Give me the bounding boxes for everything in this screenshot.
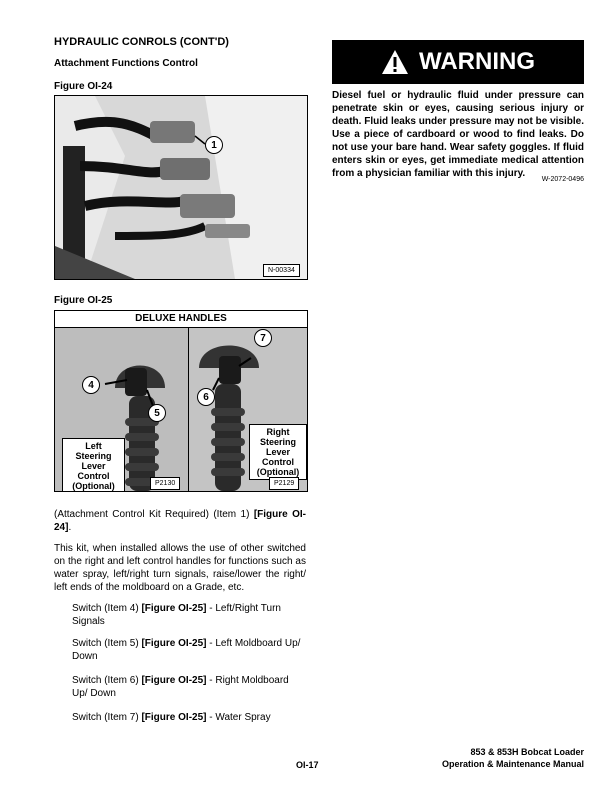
subsection-title: Attachment Functions Control bbox=[54, 58, 198, 69]
warning-triangle-icon bbox=[381, 49, 409, 75]
figure-24-photo bbox=[54, 95, 308, 280]
warning-header bbox=[332, 40, 584, 84]
left-caption: Left Steering Lever Control (Optional) bbox=[62, 438, 125, 492]
list-item: Switch (Item 5) [Figure OI-25] - Left Moldboard Up/ Down bbox=[72, 638, 301, 662]
page-number: OI-17 bbox=[296, 760, 319, 770]
figure-25-left-code: P2130 bbox=[150, 477, 180, 490]
warning-title: WARNING bbox=[419, 48, 535, 75]
right-caption: Right Steering Lever Control (Optional) bbox=[249, 424, 307, 480]
callout-1: 1 bbox=[205, 136, 223, 154]
figure-25-photo bbox=[54, 310, 308, 492]
section-title: HYDRAULIC CONROLS (CONT'D) bbox=[54, 36, 229, 48]
list-item: Switch (Item 6) [Figure OI-25] - Right Moldboard Up/ Down bbox=[72, 675, 289, 699]
callout-6: 6 bbox=[197, 388, 215, 406]
list-item: Switch (Item 4) [Figure OI-25] - Left/Right Turn Signals bbox=[72, 603, 281, 627]
figure-24-label: Figure OI-24 bbox=[54, 81, 113, 92]
figure-25-label: Figure OI-25 bbox=[54, 295, 113, 306]
callout-7: 7 bbox=[254, 329, 272, 347]
paragraph-kit-description: This kit, when installed allows the use of other switched on the right and left control handles for functions such as water spray, left/right turn signals, raise/lower the right/ left ends of the moldboard on a Grade, etc. bbox=[54, 543, 306, 593]
list-item: Switch (Item 7) [Figure OI-25] - Water Spray bbox=[72, 712, 271, 723]
figure-25-banner: DELUXE HANDLES bbox=[55, 311, 307, 328]
footer-title: 853 & 853H Bobcat Loader Operation & Maintenance Manual bbox=[441, 747, 584, 769]
figure-25-right-code: P2129 bbox=[269, 477, 299, 490]
warning-text: Diesel fuel or hydraulic fluid under pressure can penetrate skin or eyes, causing serious injury or death. Fluid leaks under pressure may not be visible. Use a piece of cardboard or wood to find leaks. Do not use your bare hand. Wear safety goggles. If fluid enters skin or eyes, get immediate medical attention from a physician familiar with this injury. bbox=[332, 90, 584, 179]
callout-4: 4 bbox=[82, 376, 100, 394]
figure-24-ref-code: N-00334 bbox=[263, 264, 300, 277]
hydraulic-couplers-illustration bbox=[55, 96, 307, 279]
warning-code: W-2072-0496 bbox=[541, 176, 584, 183]
callout-5: 5 bbox=[148, 404, 166, 422]
paragraph-kit-required: (Attachment Control Kit Required) (Item 1) [Figure OI-24]. bbox=[54, 509, 306, 533]
